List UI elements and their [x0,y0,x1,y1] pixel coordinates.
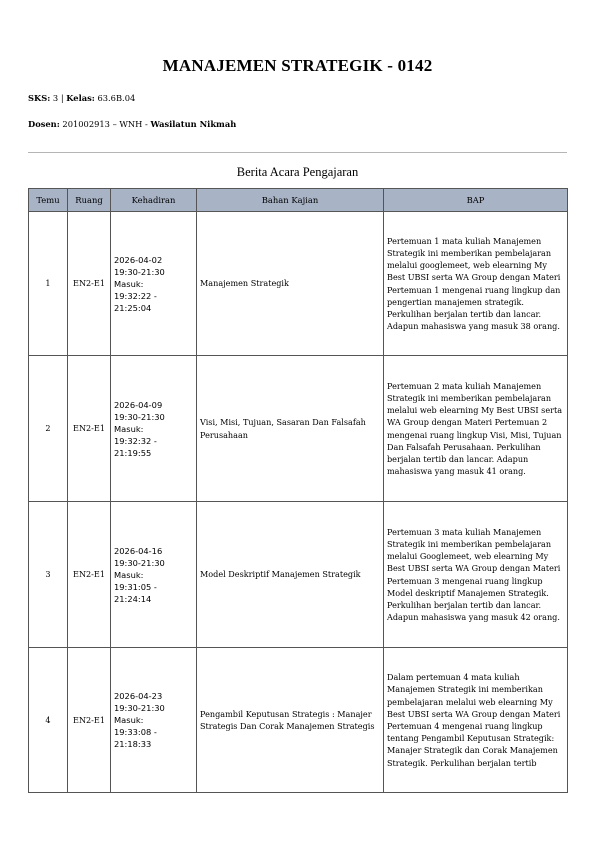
kelas-value: 63.6B.04 [97,93,136,103]
table-row [29,212,568,356]
attendance-date: 2026-04-09 [114,399,163,410]
cell-bahan-kajian: Visi, Misi, Tujuan, Sasaran Dan Falsafah Perusahaan [197,356,384,502]
table-header-row [29,189,568,212]
cell-kehadiran [111,502,197,648]
section-title: Berita Acara Pengajaran [236,165,359,179]
cell-bap: Pertemuan 2 mata kuliah Manajemen Strategik ini memberikan pembelajaran melalui web elearning My Best UBSI serta WA Group dengan Materi Pertemuan 2 mengenai ruang lingkup Visi, Misi, Tujuan Dan Falsafah Perusahaan. Perkulihan berjalan tertib dan lancar. Adapun mahasiswa yang masuk 41 orang. [384,356,568,502]
cell-temu: 1 [29,212,68,356]
attendance-date: 2026-04-23 [114,691,163,701]
sks-label: SKS: [28,93,51,103]
cell-bap: Pertemuan 1 mata kuliah Manajemen Strategik ini memberikan pembelajaran melalui googlemeet, web elearning My Best UBSI serta WA Group dengan Materi Pertemuan 1 mengenai ruang lingkup dan pengertian manajemen strategik. Perkulihan berjalan tertib dan lancar. Adapun mahasiswa yang masuk 38 orang. [384,212,568,356]
attendance-keluar: 21:19:55 [114,447,152,458]
page-title: MANAJEMEN STRATEGIK - 0142 [162,56,433,75]
cell-bahan-kajian: Manajemen Strategik [197,212,384,356]
table-row [29,356,568,502]
cell-bahan-kajian: Pengambil Keputusan Strategis : Manajer Strategis Dan Corak Manajemen Strategis [197,648,384,793]
kelas-label: Kelas: [66,93,95,103]
attendance-time: 19:30-21:30 [114,557,165,568]
attendance-masuk: 19:31:05 - [114,581,157,592]
attendance-masuk: 19:33:08 - [114,727,157,737]
column-header-ruang: Ruang [68,189,111,212]
column-header-bahan-kajian: Bahan Kajian [197,189,384,212]
divider [28,152,567,153]
attendance-date: 2026-04-16 [114,545,163,556]
attendance-time: 19:30-21:30 [114,411,165,422]
cell-bap: Dalam pertemuan 4 mata kuliah Manajemen Strategik ini memberikan pembelajaran melalui web elearning My Best UBSI serta WA Group dengan Materi Pertemuan 4 mengenai ruang lingkup tentang Pengambil Keputusan Strategik: Manajer Strategik dan Corak Manajemen Strategik. Perkulihan berjalan tertib [384,648,568,793]
cell-temu: 4 [29,648,68,793]
column-header-bap: BAP [384,189,568,212]
sks-value: 3 [52,93,59,103]
cell-ruang: EN2-E1 [68,648,111,793]
cell-ruang: EN2-E1 [68,502,111,648]
dosen-value: 201002913 – WNH - [62,119,148,129]
lecturer-meta [28,119,236,129]
attendance-masuk-label: Masuk: [114,278,144,289]
attendance-masuk: 19:32:22 - [114,290,157,301]
dosen-label: Dosen: [28,119,60,129]
table-row [29,648,568,793]
attendance-masuk-label: Masuk: [114,715,144,725]
attendance-masuk: 19:32:32 - [114,435,157,446]
cell-bahan-kajian: Model Deskriptif Manajemen Strategik [197,502,384,648]
attendance-keluar: 21:24:14 [114,593,152,604]
table-row [29,502,568,648]
cell-kehadiran [111,212,197,356]
column-header-temu: Temu [29,189,68,212]
attendance-masuk-label: Masuk: [114,569,144,580]
attendance-keluar: 21:25:04 [114,302,152,313]
course-meta: SKS: 3 | Kelas: 63.6B.04 [28,93,136,103]
attendance-date: 2026-04-02 [114,254,163,265]
attendance-masuk-label: Masuk: [114,423,144,434]
cell-kehadiran [111,356,197,502]
column-header-kehadiran: Kehadiran [111,189,197,212]
attendance-keluar: 21:18:33 [114,739,152,749]
cell-ruang: EN2-E1 [68,212,111,356]
attendance-time: 19:30-21:30 [114,266,165,277]
cell-ruang: EN2-E1 [68,356,111,502]
dosen-name: Wasilatun Nikmah [150,119,237,129]
teaching-report-table [28,188,568,793]
attendance-time: 19:30-21:30 [114,703,165,713]
cell-kehadiran [111,648,197,793]
cell-bap: Pertemuan 3 mata kuliah Manajemen Strategik ini memberikan pembelajaran melalui Googlemeet, web elearning My Best UBSI serta WA Group dengan Materi Pertemuan 3 mengenai ruang lingkup Model deskriptif Manajemen Strategik. Perkulihan berjalan tertib dan lancar. Adapun mahasiswa yang masuk 42 orang. [384,502,568,648]
cell-temu: 2 [29,356,68,502]
cell-temu: 3 [29,502,68,648]
